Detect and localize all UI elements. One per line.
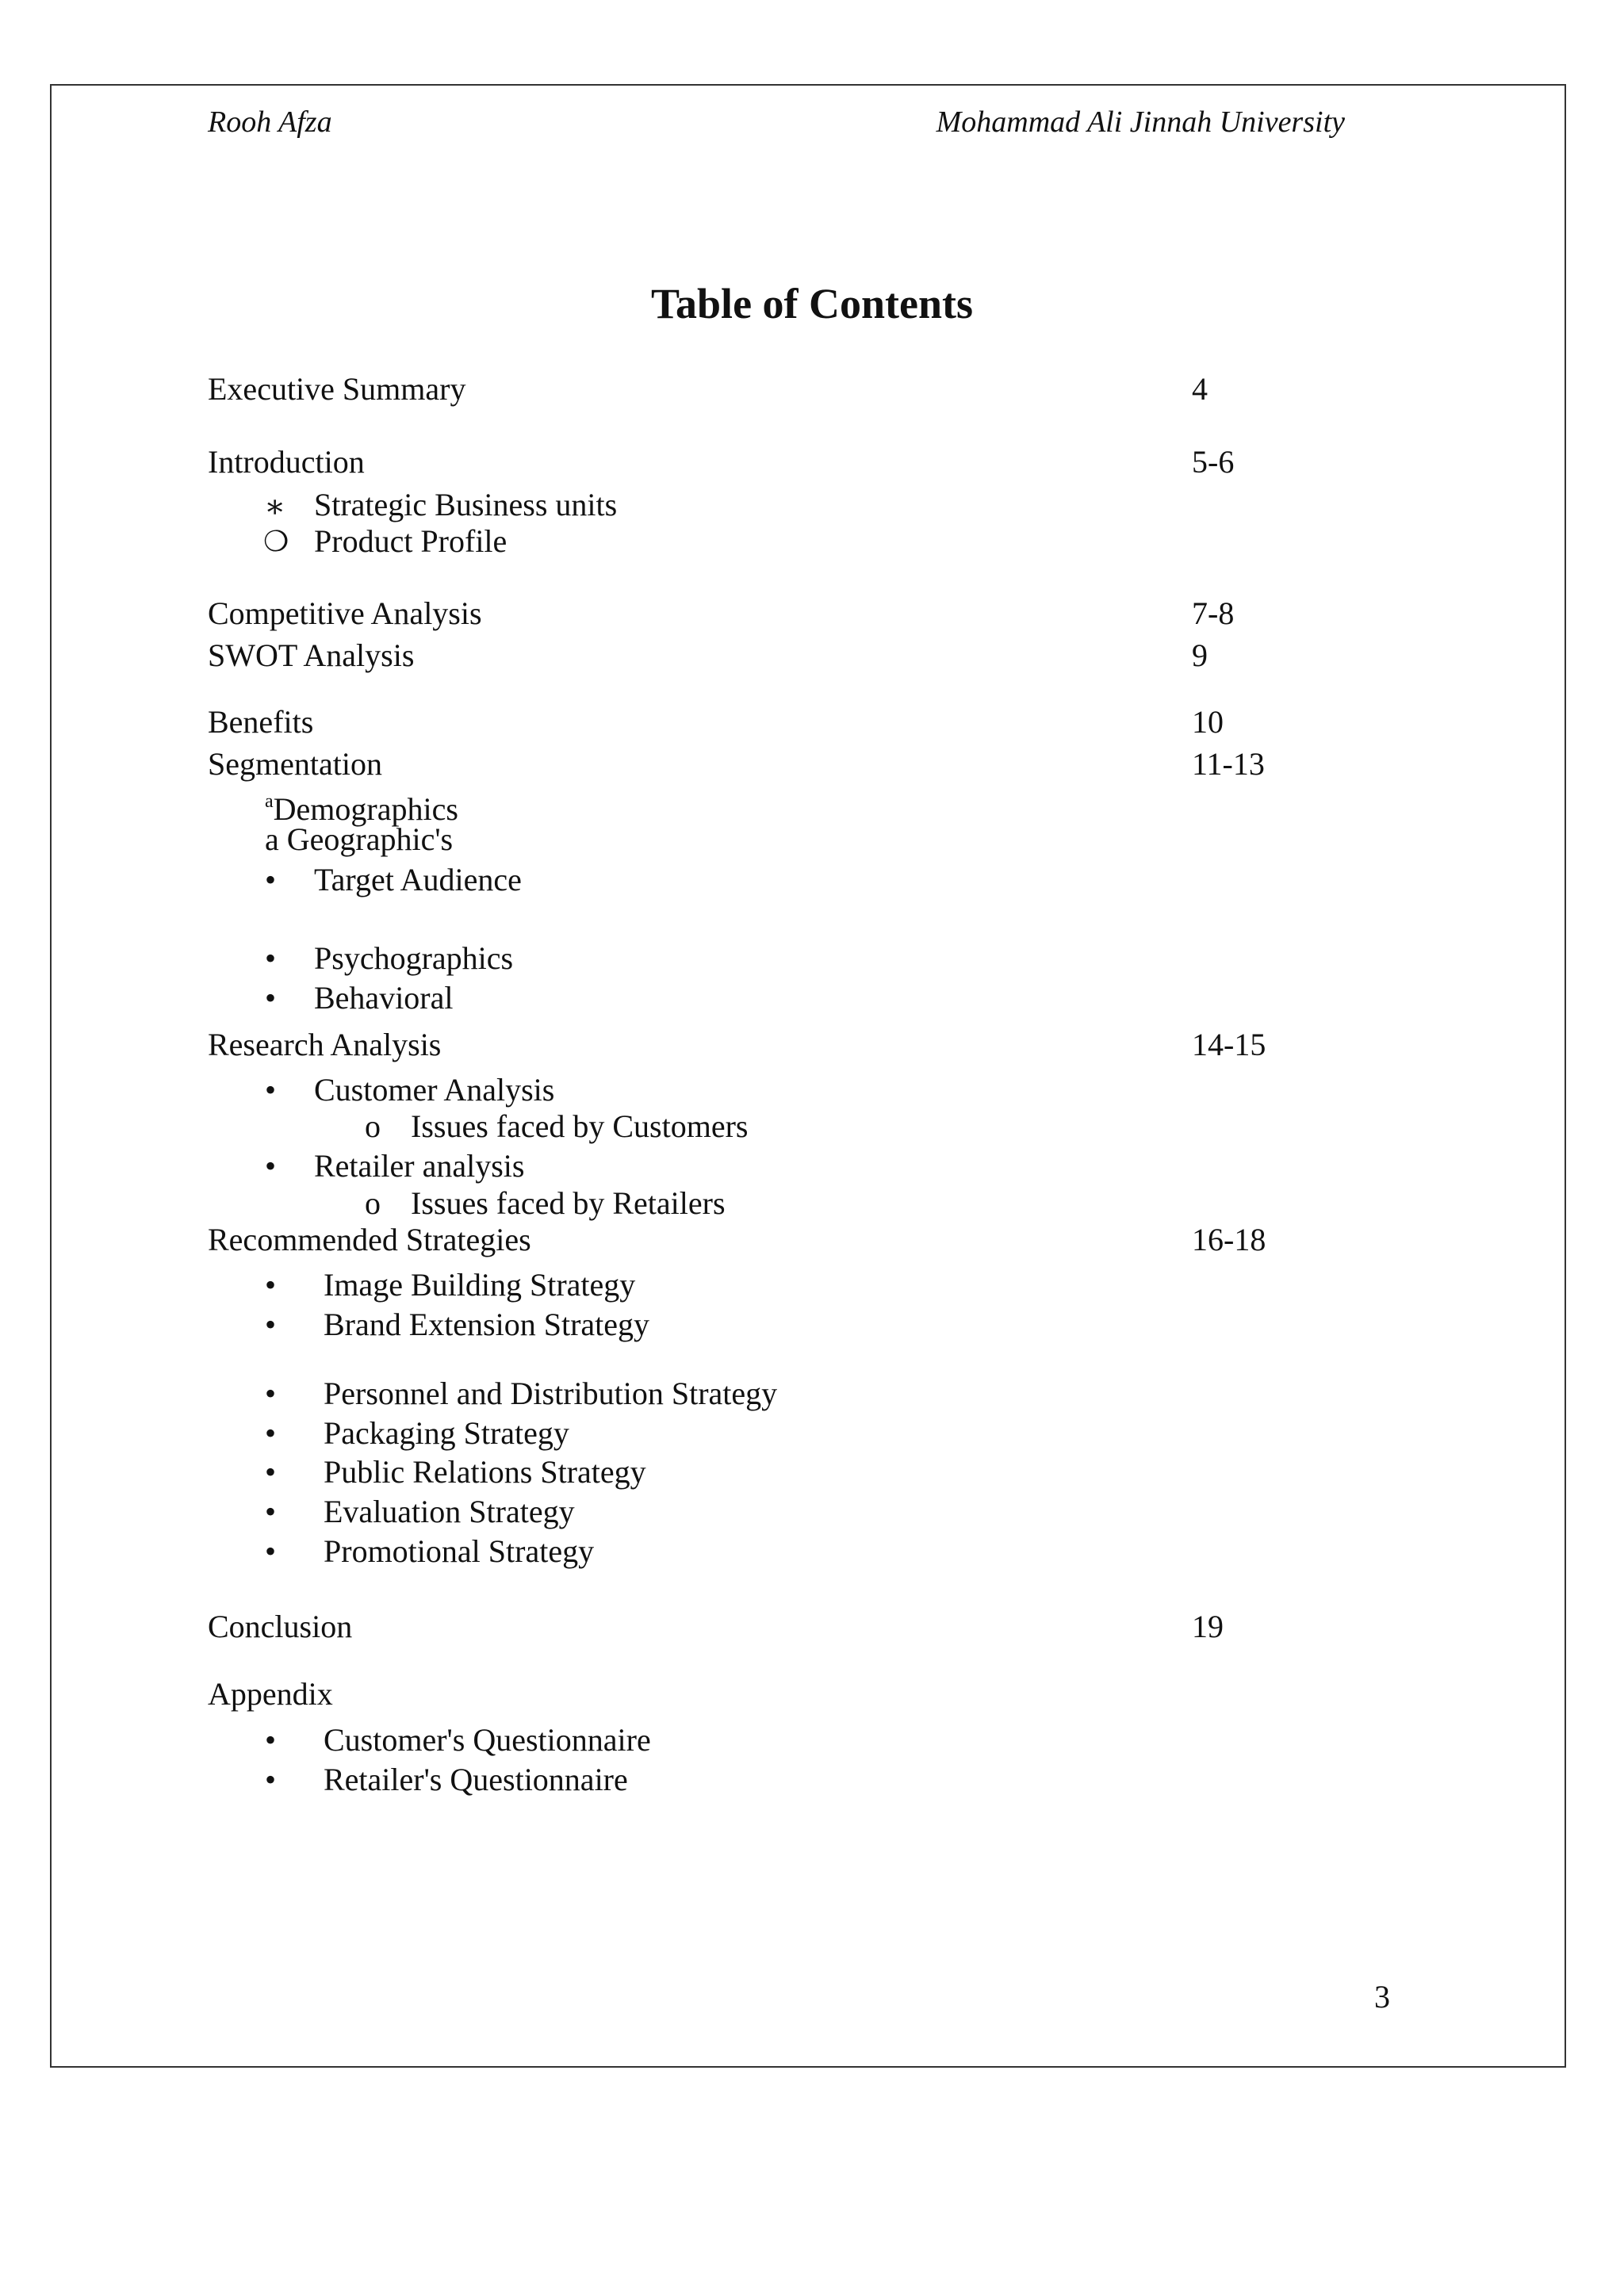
- dot-bullet-icon: •: [265, 1454, 277, 1490]
- dot-bullet-icon: •: [265, 940, 277, 976]
- toc-benefits-page: 10: [1192, 704, 1224, 740]
- toc-recommended-strategies-page: 16-18: [1192, 1222, 1266, 1257]
- toc-swot-analysis: SWOT Analysis: [208, 637, 415, 673]
- dot-bullet-icon: •: [265, 1376, 277, 1411]
- header-right: Mohammad Ali Jinnah University: [936, 105, 1345, 139]
- circle-bullet-icon: o: [365, 1185, 381, 1221]
- toc-appendix: Appendix: [208, 1676, 333, 1712]
- toc-item-retailers-questionnaire: Retailer's Questionnaire: [324, 1762, 628, 1797]
- toc-research-analysis: Research Analysis: [208, 1027, 442, 1062]
- toc-introduction-page: 5-6: [1192, 444, 1235, 480]
- toc-item-personnel-distribution: Personnel and Distribution Strategy: [324, 1376, 778, 1411]
- toc-item-customer-analysis: Customer Analysis: [314, 1072, 555, 1108]
- toc-item-public-relations: Public Relations Strategy: [324, 1454, 646, 1490]
- toc-subitem-issues-customers: Issues faced by Customers: [411, 1108, 749, 1144]
- toc-item-brand-extension: Brand Extension Strategy: [324, 1307, 650, 1342]
- toc-recommended-strategies: Recommended Strategies: [208, 1222, 531, 1257]
- dot-bullet-icon: •: [265, 980, 277, 1016]
- toc-benefits: Benefits: [208, 704, 314, 740]
- toc-segmentation-page: 11-13: [1192, 746, 1265, 782]
- star-bullet-icon: ∗: [264, 488, 286, 524]
- dot-bullet-icon: •: [265, 1494, 277, 1529]
- toc-competitive-analysis: Competitive Analysis: [208, 595, 482, 631]
- toc-conclusion: Conclusion: [208, 1609, 353, 1644]
- toc-item-behavioral: Behavioral: [314, 980, 454, 1016]
- toc-item-customers-questionnaire: Customer's Questionnaire: [324, 1722, 651, 1758]
- toc-introduction: Introduction: [208, 444, 365, 480]
- toc-item-packaging: Packaging Strategy: [324, 1415, 569, 1451]
- page-number: 3: [1374, 1979, 1390, 2015]
- dot-bullet-icon: •: [265, 1072, 277, 1108]
- toc-executive-summary-page: 4: [1192, 371, 1208, 407]
- toc-item-retailer-analysis: Retailer analysis: [314, 1148, 525, 1184]
- toc-conclusion-page: 19: [1192, 1609, 1224, 1644]
- header-left: Rooh Afza: [208, 105, 332, 139]
- toc-item-strategic-business-units: Strategic Business units: [314, 487, 618, 522]
- toc-item-image-building: Image Building Strategy: [324, 1267, 636, 1303]
- toc-item-evaluation: Evaluation Strategy: [324, 1494, 575, 1529]
- sup-a-marker: a: [265, 791, 274, 812]
- toc-item-target-audience: Target Audience: [314, 862, 522, 897]
- toc-item-geographics: a Geographic's: [265, 821, 454, 857]
- toc-item-product-profile: Product Profile: [314, 523, 508, 559]
- dot-bullet-icon: •: [265, 1148, 277, 1184]
- demographics-label: Demographics: [273, 791, 458, 827]
- dot-bullet-icon: •: [265, 1762, 277, 1797]
- dot-bullet-icon: •: [265, 1307, 277, 1342]
- dot-bullet-icon: •: [265, 1722, 277, 1758]
- toc-subitem-issues-retailers: Issues faced by Retailers: [411, 1185, 726, 1221]
- dot-bullet-icon: •: [265, 862, 277, 897]
- toc-competitive-analysis-page: 7-8: [1192, 595, 1235, 631]
- dot-bullet-icon: •: [265, 1267, 277, 1303]
- page-title: Table of Contents: [650, 280, 974, 327]
- toc-research-analysis-page: 14-15: [1192, 1027, 1266, 1062]
- toc-swot-analysis-page: 9: [1192, 637, 1208, 673]
- dot-bullet-icon: •: [265, 1533, 277, 1569]
- ring-bullet-icon: ❍: [263, 526, 289, 557]
- circle-bullet-icon: o: [365, 1108, 381, 1144]
- toc-segmentation: Segmentation: [208, 746, 382, 782]
- toc-item-promotional: Promotional Strategy: [324, 1533, 595, 1569]
- toc-executive-summary: Executive Summary: [208, 371, 466, 407]
- dot-bullet-icon: •: [265, 1415, 277, 1451]
- toc-item-psychographics: Psychographics: [314, 940, 514, 976]
